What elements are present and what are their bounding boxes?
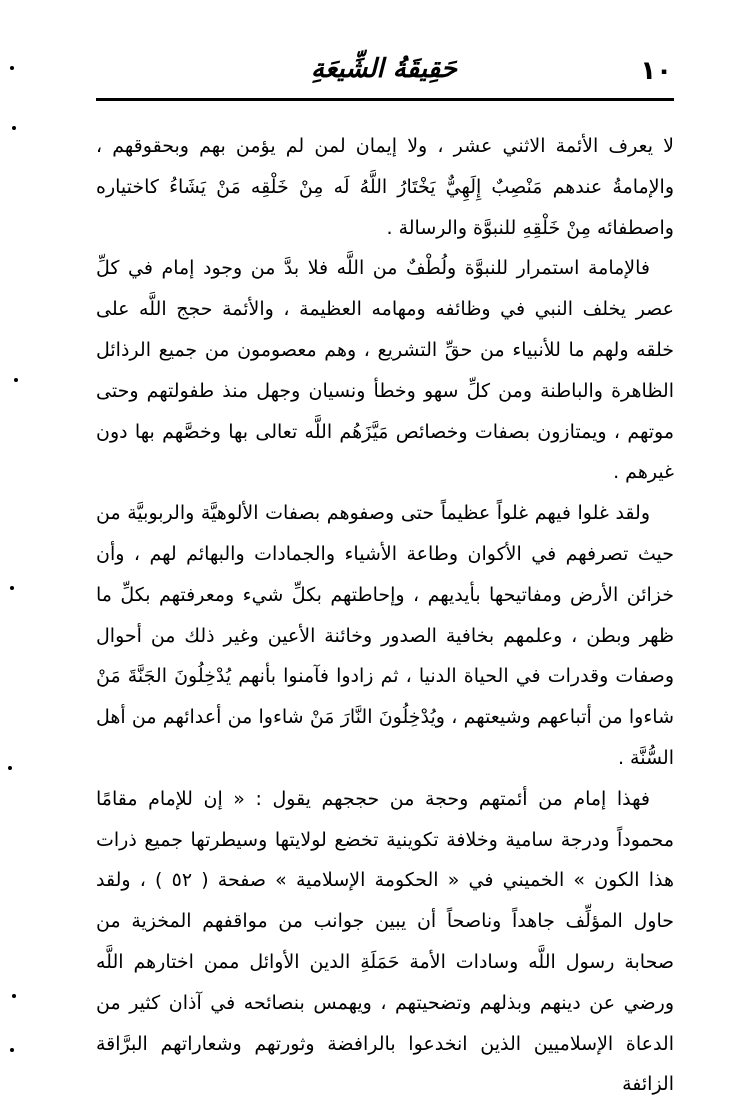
paragraph-4: فهذا إمام من أئمتهم وحجة من حججهم يقول : « إن للإمام مقامًا محموداً ودرجة سامية وخلافة تكوينية تخضع لولايتها وسيطرتها جميع ذرات هذا الكون » الخميني في « الحكومة الإسلامية » صفحة ( ٥٢ ) ، ولقد حاول المؤلِّف جاهداً وناصحاً أن يبين جوانب من مواقفهم المخزية من صحابة رسول اللَّه وسادات الأمة حَمَلَةِ الدين الأوائل ممن اختارهم اللَّه ورضي عن دينهم وبذلهم وتضحيتهم ، ويهمس بنصائحه في آذان كثير من الدعاة الإسلاميين الذين انخدعوا بالرافضة وثورتهم وشعاراتهم البرَّاقة الزائفة: [96, 787, 674, 1096]
scan-speck: [10, 66, 14, 70]
page-header: [96, 52, 672, 96]
paragraph-2: فالإمامة استمرار للنبوَّة ولُطْفٌ من اللَّه فلا بدَّ من وجود إمام في كلِّ عصر يخلف النبي في وظائفه ومهامه العظيمة ، والأئمة حجج اللَّه على خلقه ولهم ما للأنبياء من حقِّ التشريع ، وهم معصومون من جميع الرذائل الظاهرة والباطنة ومن كلِّ سهو وخطأ ونسيان وجهل منذ طفولتهم وحتى موتهم ، ويمتازون بصفات وخصائص مَيَّزَهُم اللَّه تعالى بها وخصَّهم بها دون غيرهم .: [96, 257, 674, 484]
scan-speck: [10, 1048, 14, 1052]
running-title: حَقِيقَةُ الشِّيعَةِ: [311, 54, 457, 84]
scan-speck: [12, 126, 16, 130]
scan-speck: [10, 586, 14, 590]
scan-speck: [12, 994, 16, 998]
header-rule: [96, 98, 674, 101]
body-text: [96, 126, 674, 1105]
scan-speck: [8, 766, 12, 770]
paragraph-1: لا يعرف الأئمة الاثني عشر ، ولا إيمان لمن لم يؤمن بهم وبحقوقهم ، والإمامةُ عندهم مَنْصِبٌ إِلَهِيٌّ يَخْتَارُ اللَّهُ لَه مِنْ خَلْقِه مَنْ يَشَاءُ كاختياره واصطفائه مِنْ خَلْقِهِ للنبوَّة والرسالة .: [96, 135, 674, 239]
scan-speck: [14, 378, 18, 382]
paragraph-3: ولقد غلوا فيهم غلواً عظيماً حتى وصفوهم بصفات الألوهيَّة والربوبيَّة من حيث تصرفهم في الأكوان وطاعة الأشياء والجمادات والبهائم لهم ، وأن خزائن الأرض ومفاتيحها بأيديهم ، وإحاطتهم بكلِّ شيء ومعرفتهم بكلِّ ما ظهر وبطن ، وعلمهم بخافية الصدور وخائنة الأعين وغير ذلك من أحوال وصفات وقدرات في الحياة الدنيا ، ثم زادوا فآمنوا بأنهم يُدْخِلُونَ الجَنَّةَ مَنْ شاءوا من أتباعهم وشيعتهم ، ويُدْخِلُونَ النَّارَ مَنْ شاءوا من أعدائهم من أهل السُّنَّة .: [96, 502, 674, 769]
page-number: ١٠: [640, 56, 672, 86]
